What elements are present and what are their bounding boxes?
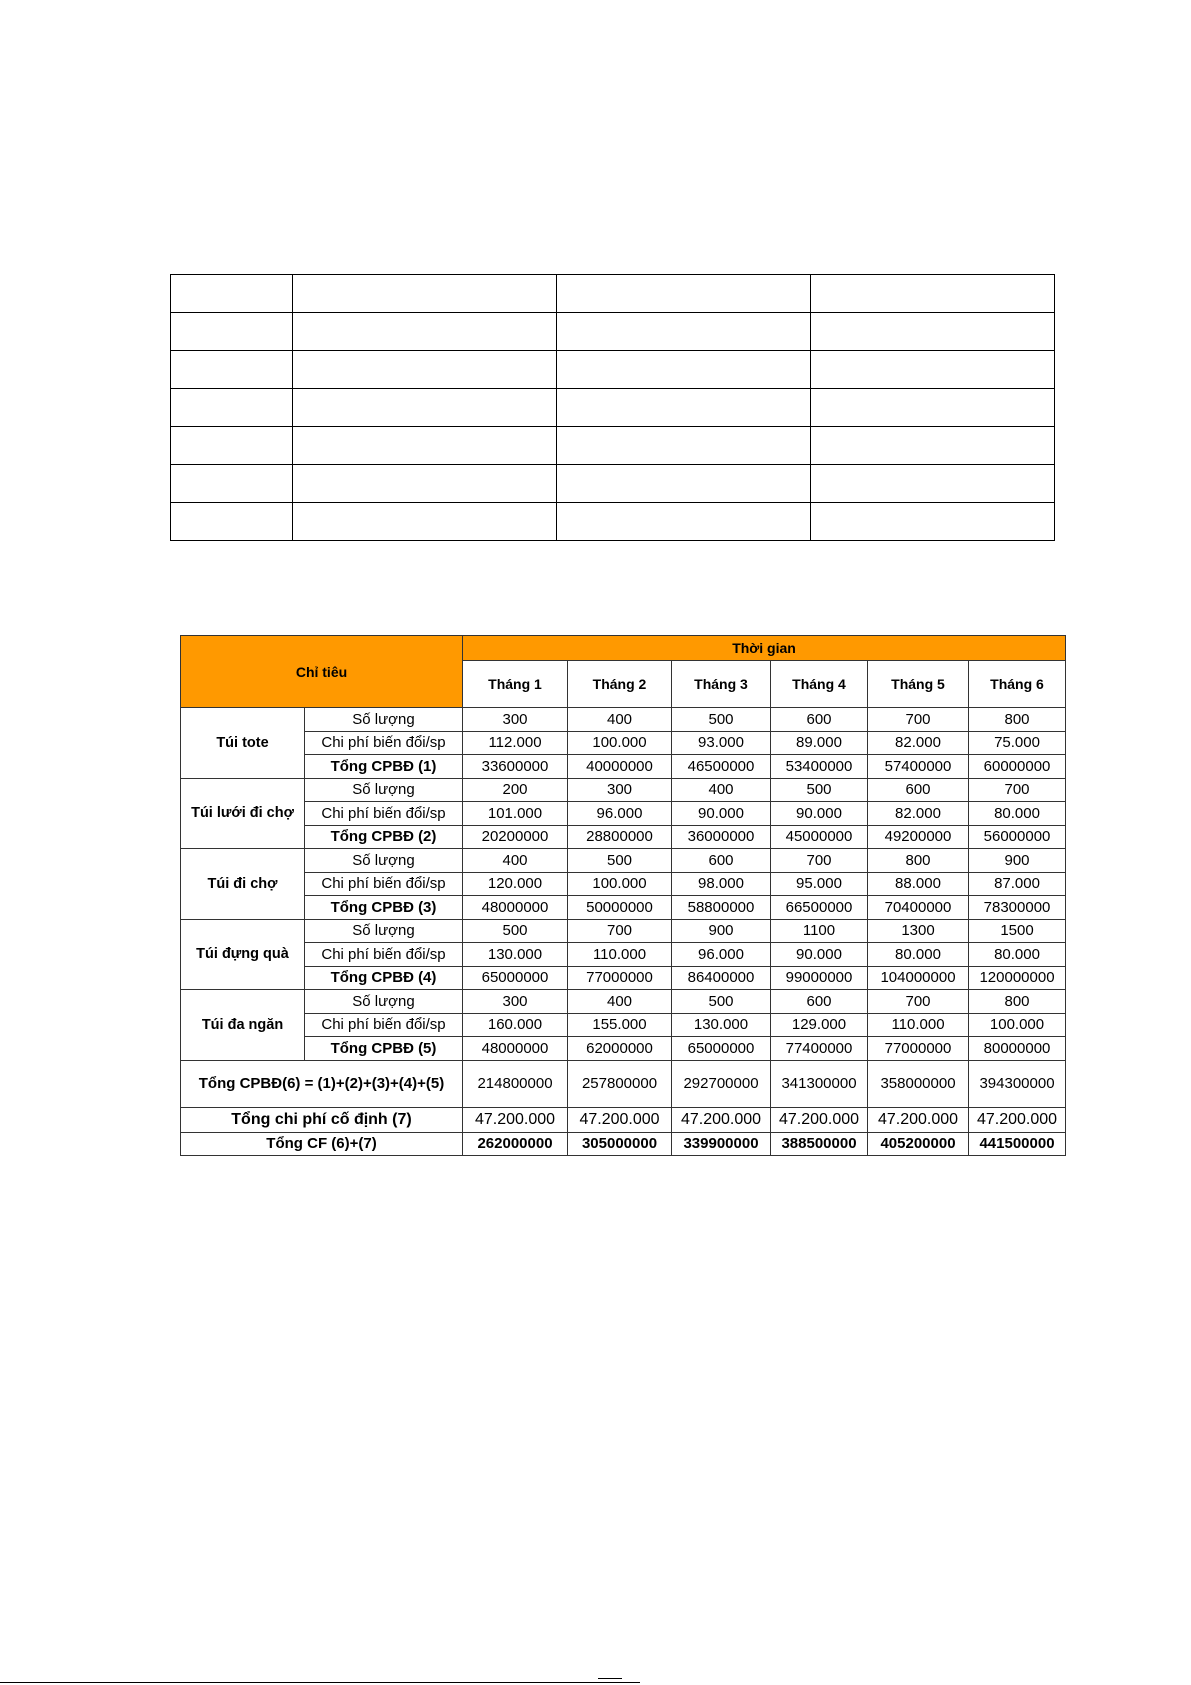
value-cell: 300: [463, 708, 568, 732]
value-cell: 400: [463, 849, 568, 873]
row-label: Chi phí biến đổi/sp: [305, 802, 463, 826]
value-cell: 1500: [969, 919, 1066, 943]
value-cell: 77000000: [568, 966, 672, 990]
value-cell: 57400000: [868, 755, 969, 779]
month-header: Tháng 5: [868, 661, 969, 708]
total-fixed-value: 47.200.000: [969, 1107, 1066, 1132]
product-group-label: Túi đựng quà: [181, 919, 305, 990]
value-cell: 600: [771, 990, 868, 1014]
total-fixed-value: 47.200.000: [868, 1107, 969, 1132]
empty-grid-row: [171, 465, 1055, 503]
row-label: Chi phí biến đổi/sp: [305, 943, 463, 967]
empty-grid-cell: [811, 351, 1055, 389]
value-cell: 500: [771, 778, 868, 802]
empty-grid-cell: [557, 465, 811, 503]
group-row: [181, 943, 1066, 967]
empty-grid-cell: [293, 313, 557, 351]
total-cost-row: [181, 1132, 1066, 1155]
empty-grid-cell: [811, 503, 1055, 541]
empty-grid-cell: [811, 465, 1055, 503]
value-cell: 20200000: [463, 825, 568, 849]
row-label: Số lượng: [305, 778, 463, 802]
value-cell: 112.000: [463, 731, 568, 755]
product-group-label: Túi tote: [181, 708, 305, 779]
value-cell: 53400000: [771, 755, 868, 779]
cost-table-body: [181, 708, 1066, 1061]
value-cell: 400: [568, 708, 672, 732]
empty-grid-cell: [557, 275, 811, 313]
value-cell: 800: [969, 708, 1066, 732]
value-cell: 89.000: [771, 731, 868, 755]
total-variable-value: 341300000: [771, 1060, 868, 1107]
criteria-header: Chỉ tiêu: [181, 636, 463, 708]
value-cell: 110.000: [568, 943, 672, 967]
total-fixed-value: 47.200.000: [672, 1107, 771, 1132]
group-row: [181, 1037, 1066, 1061]
row-label: Tổng CPBĐ (2): [305, 825, 463, 849]
value-cell: 500: [463, 919, 568, 943]
value-cell: 96.000: [672, 943, 771, 967]
value-cell: 48000000: [463, 1037, 568, 1061]
group-row: [181, 778, 1066, 802]
value-cell: 58800000: [672, 896, 771, 920]
value-cell: 28800000: [568, 825, 672, 849]
month-header: Tháng 4: [771, 661, 868, 708]
group-row: [181, 825, 1066, 849]
empty-grid-cell: [811, 427, 1055, 465]
empty-grid-cell: [811, 389, 1055, 427]
row-label: Tổng CPBĐ (3): [305, 896, 463, 920]
value-cell: 78300000: [969, 896, 1066, 920]
empty-grid-cell: [293, 275, 557, 313]
row-label: Số lượng: [305, 919, 463, 943]
product-group-label: Túi lưới đi chợ: [181, 778, 305, 849]
empty-grid-cell: [171, 389, 293, 427]
total-variable-value: 214800000: [463, 1060, 568, 1107]
total-fixed-value: 47.200.000: [568, 1107, 672, 1132]
total-cost-label: Tổng CF (6)+(7): [181, 1132, 463, 1155]
value-cell: 900: [672, 919, 771, 943]
total-variable-row: [181, 1060, 1066, 1107]
group-row: [181, 872, 1066, 896]
row-label: Số lượng: [305, 990, 463, 1014]
value-cell: 700: [969, 778, 1066, 802]
value-cell: 155.000: [568, 1013, 672, 1037]
value-cell: 40000000: [568, 755, 672, 779]
value-cell: 77400000: [771, 1037, 868, 1061]
total-cost-value: 339900000: [672, 1132, 771, 1155]
value-cell: 82.000: [868, 802, 969, 826]
empty-grid-row: [171, 503, 1055, 541]
footer-divider-mark: [598, 1678, 622, 1679]
empty-grid-cell: [811, 275, 1055, 313]
value-cell: 400: [672, 778, 771, 802]
value-cell: 96.000: [568, 802, 672, 826]
value-cell: 93.000: [672, 731, 771, 755]
value-cell: 86400000: [672, 966, 771, 990]
value-cell: 800: [969, 990, 1066, 1014]
value-cell: 80000000: [969, 1037, 1066, 1061]
empty-grid-cell: [293, 465, 557, 503]
empty-grid-cell: [171, 275, 293, 313]
empty-grid-cell: [171, 465, 293, 503]
value-cell: 50000000: [568, 896, 672, 920]
empty-grid-cell: [557, 427, 811, 465]
empty-grid-table: [170, 274, 1055, 541]
value-cell: 300: [568, 778, 672, 802]
value-cell: 90.000: [672, 802, 771, 826]
product-group-label: Túi đa ngăn: [181, 990, 305, 1061]
row-label: Tổng CPBĐ (1): [305, 755, 463, 779]
value-cell: 33600000: [463, 755, 568, 779]
value-cell: 82.000: [868, 731, 969, 755]
empty-grid-row: [171, 351, 1055, 389]
empty-grid-cell: [557, 503, 811, 541]
value-cell: 600: [771, 708, 868, 732]
value-cell: 36000000: [672, 825, 771, 849]
value-cell: 700: [868, 990, 969, 1014]
total-fixed-value: 47.200.000: [771, 1107, 868, 1132]
value-cell: 90.000: [771, 802, 868, 826]
empty-grid-body: [171, 275, 1055, 541]
empty-grid-cell: [293, 427, 557, 465]
value-cell: 1300: [868, 919, 969, 943]
value-cell: 49200000: [868, 825, 969, 849]
group-row: [181, 919, 1066, 943]
empty-grid-cell: [557, 313, 811, 351]
month-header: Tháng 2: [568, 661, 672, 708]
value-cell: 56000000: [969, 825, 1066, 849]
value-cell: 700: [868, 708, 969, 732]
total-variable-value: 358000000: [868, 1060, 969, 1107]
value-cell: 98.000: [672, 872, 771, 896]
empty-grid-cell: [171, 427, 293, 465]
value-cell: 100.000: [568, 731, 672, 755]
value-cell: 77000000: [868, 1037, 969, 1061]
group-row: [181, 896, 1066, 920]
value-cell: 70400000: [868, 896, 969, 920]
value-cell: 130.000: [672, 1013, 771, 1037]
total-variable-value: 292700000: [672, 1060, 771, 1107]
total-cost-value: 388500000: [771, 1132, 868, 1155]
time-header: Thời gian: [463, 636, 1066, 661]
row-label: Tổng CPBĐ (5): [305, 1037, 463, 1061]
value-cell: 48000000: [463, 896, 568, 920]
value-cell: 800: [868, 849, 969, 873]
value-cell: 110.000: [868, 1013, 969, 1037]
group-row: [181, 755, 1066, 779]
group-row: [181, 966, 1066, 990]
value-cell: 99000000: [771, 966, 868, 990]
value-cell: 500: [672, 708, 771, 732]
value-cell: 400: [568, 990, 672, 1014]
value-cell: 300: [463, 990, 568, 1014]
value-cell: 88.000: [868, 872, 969, 896]
total-cost-value: 305000000: [568, 1132, 672, 1155]
value-cell: 104000000: [868, 966, 969, 990]
product-group-label: Túi đi chợ: [181, 849, 305, 920]
value-cell: 87.000: [969, 872, 1066, 896]
row-label: Số lượng: [305, 849, 463, 873]
empty-grid-cell: [293, 351, 557, 389]
empty-grid-cell: [811, 313, 1055, 351]
value-cell: 160.000: [463, 1013, 568, 1037]
group-row: [181, 990, 1066, 1014]
empty-grid-cell: [293, 389, 557, 427]
cost-table: [180, 635, 1066, 1156]
total-variable-value: 257800000: [568, 1060, 672, 1107]
empty-grid-row: [171, 389, 1055, 427]
row-label: Chi phí biến đổi/sp: [305, 731, 463, 755]
value-cell: 200: [463, 778, 568, 802]
group-row: [181, 849, 1066, 873]
value-cell: 80.000: [868, 943, 969, 967]
empty-grid-row: [171, 313, 1055, 351]
value-cell: 46500000: [672, 755, 771, 779]
empty-grid-cell: [171, 313, 293, 351]
group-row: [181, 1013, 1066, 1037]
row-label: Tổng CPBĐ (4): [305, 966, 463, 990]
value-cell: 100.000: [568, 872, 672, 896]
value-cell: 500: [672, 990, 771, 1014]
total-cost-value: 441500000: [969, 1132, 1066, 1155]
total-cost-value: 262000000: [463, 1132, 568, 1155]
value-cell: 75.000: [969, 731, 1066, 755]
empty-grid-cell: [293, 503, 557, 541]
total-fixed-row: [181, 1107, 1066, 1132]
footer-divider: [0, 1682, 640, 1683]
value-cell: 90.000: [771, 943, 868, 967]
total-variable-value: 394300000: [969, 1060, 1066, 1107]
value-cell: 1100: [771, 919, 868, 943]
group-row: [181, 731, 1066, 755]
month-header: Tháng 3: [672, 661, 771, 708]
value-cell: 65000000: [463, 966, 568, 990]
header-row-1: [181, 636, 1066, 661]
value-cell: 600: [672, 849, 771, 873]
total-fixed-label: Tổng chi phí cố định (7): [181, 1107, 463, 1132]
value-cell: 700: [771, 849, 868, 873]
group-row: [181, 802, 1066, 826]
value-cell: 120000000: [969, 966, 1066, 990]
row-label: Số lượng: [305, 708, 463, 732]
value-cell: 600: [868, 778, 969, 802]
total-variable-label: Tổng CPBĐ(6) = (1)+(2)+(3)+(4)+(5): [181, 1060, 463, 1107]
value-cell: 120.000: [463, 872, 568, 896]
value-cell: 500: [568, 849, 672, 873]
value-cell: 66500000: [771, 896, 868, 920]
value-cell: 80.000: [969, 802, 1066, 826]
value-cell: 129.000: [771, 1013, 868, 1037]
value-cell: 80.000: [969, 943, 1066, 967]
empty-grid-cell: [557, 351, 811, 389]
value-cell: 100.000: [969, 1013, 1066, 1037]
total-cost-value: 405200000: [868, 1132, 969, 1155]
value-cell: 700: [568, 919, 672, 943]
row-label: Chi phí biến đổi/sp: [305, 1013, 463, 1037]
group-row: [181, 708, 1066, 732]
value-cell: 65000000: [672, 1037, 771, 1061]
row-label: Chi phí biến đổi/sp: [305, 872, 463, 896]
value-cell: 62000000: [568, 1037, 672, 1061]
value-cell: 95.000: [771, 872, 868, 896]
value-cell: 45000000: [771, 825, 868, 849]
value-cell: 130.000: [463, 943, 568, 967]
empty-grid-cell: [171, 351, 293, 389]
empty-grid-row: [171, 275, 1055, 313]
empty-grid-row: [171, 427, 1055, 465]
total-fixed-value: 47.200.000: [463, 1107, 568, 1132]
value-cell: 101.000: [463, 802, 568, 826]
value-cell: 60000000: [969, 755, 1066, 779]
empty-grid-cell: [557, 389, 811, 427]
empty-grid-cell: [171, 503, 293, 541]
month-header: Tháng 6: [969, 661, 1066, 708]
month-header: Tháng 1: [463, 661, 568, 708]
value-cell: 900: [969, 849, 1066, 873]
